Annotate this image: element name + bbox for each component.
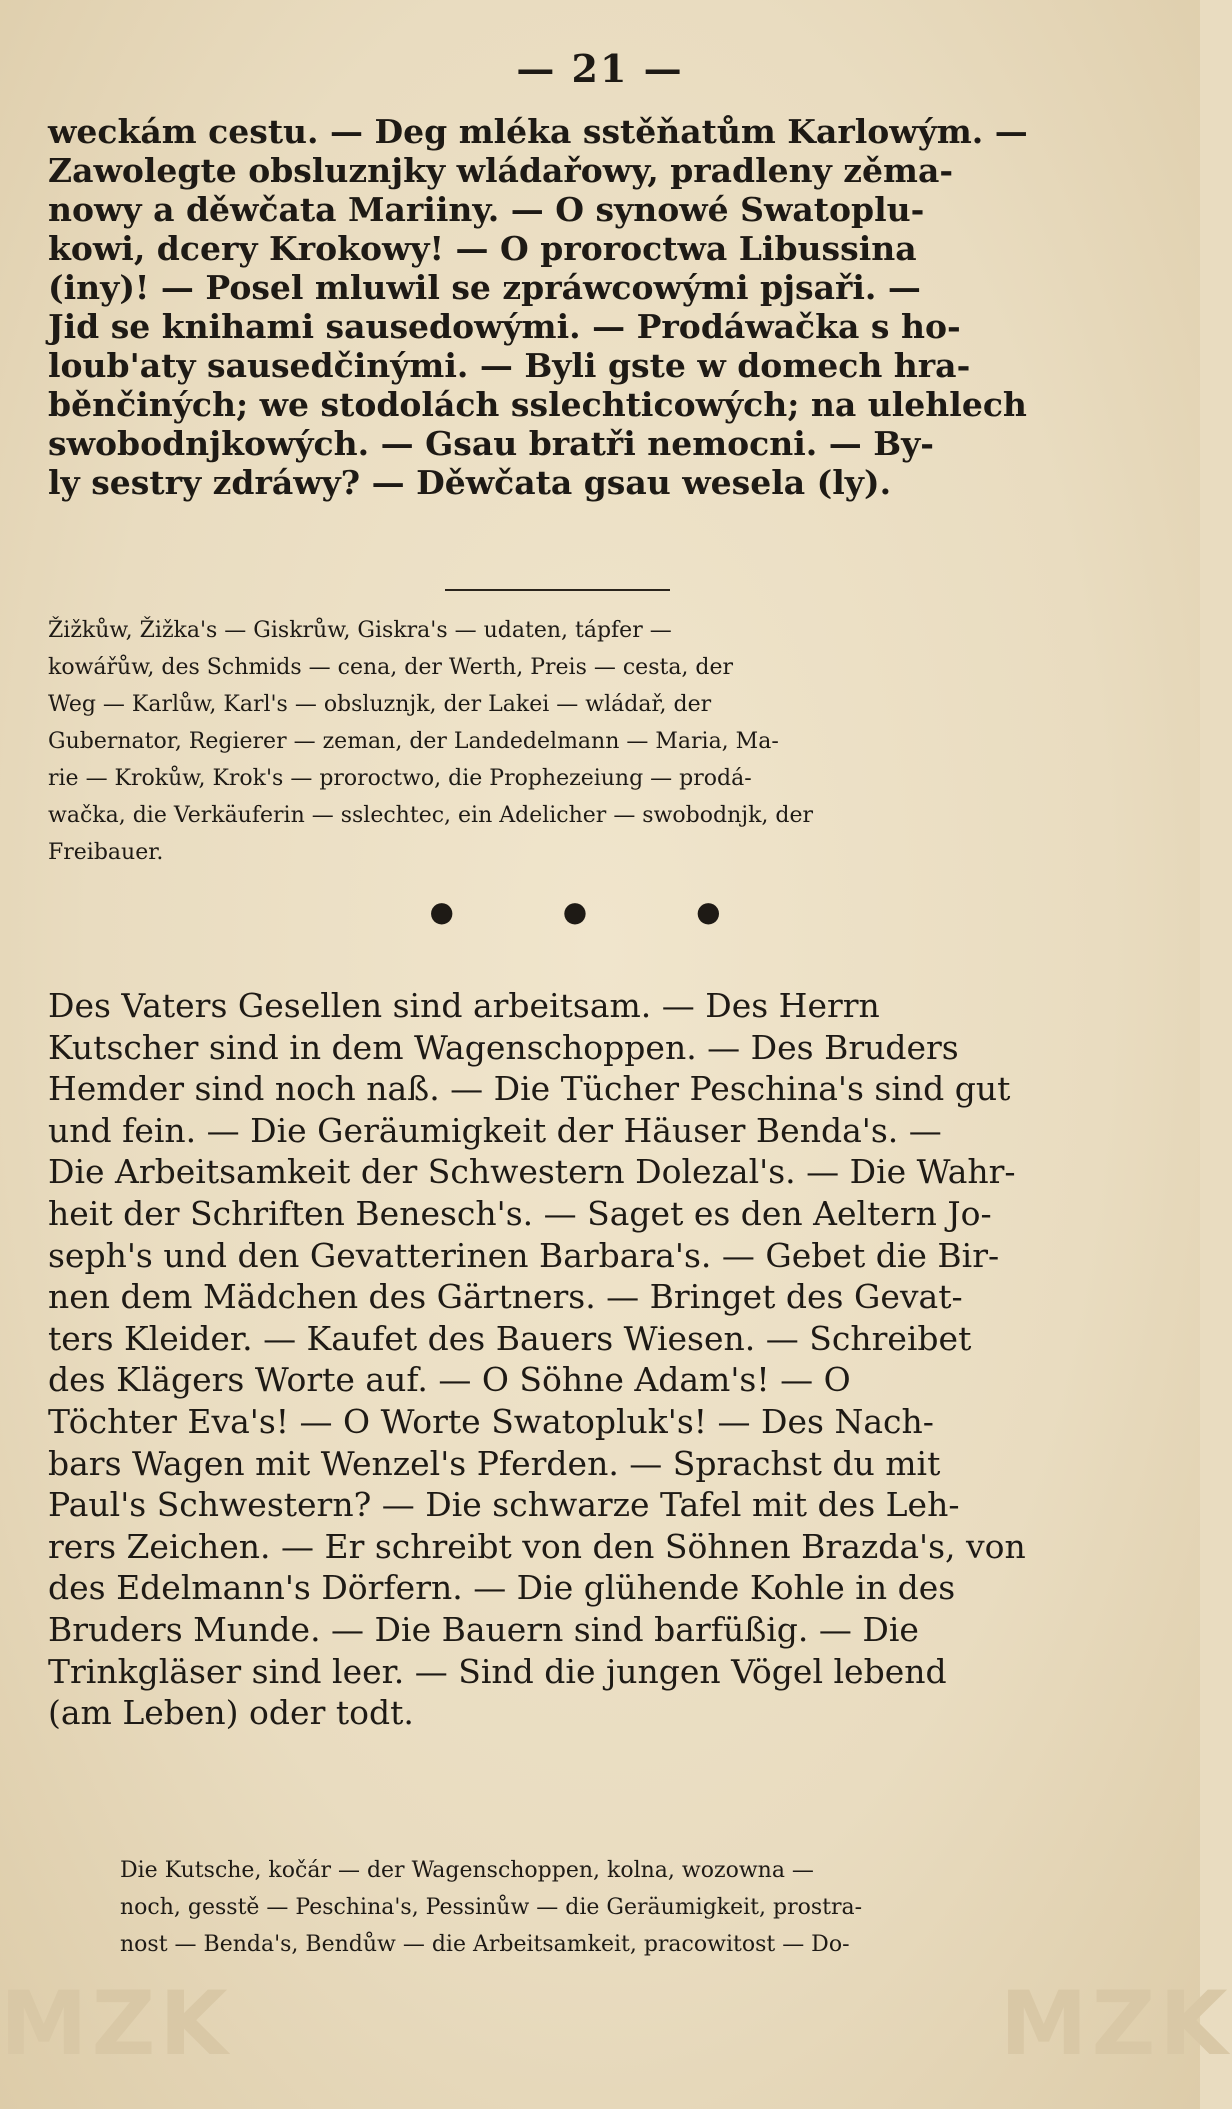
vocabulary-block-2 — [120, 1852, 1090, 1963]
text-line: seph's und den Gevatterinen Barbara's. — Gebet die Bir- — [48, 1235, 1000, 1275]
vocab-line: Die Kutsche, kočár — der Wagenschoppen, kolna, wozowna — — [120, 1858, 814, 1883]
text-line: Trinkgläser sind leer. — Sind die jungen Vögel lebend — [48, 1651, 947, 1691]
vocabulary-block-1 — [48, 612, 1088, 871]
text-line: ters Kleider. — Kaufet des Bauers Wiesen. — Schreibet — [48, 1318, 972, 1358]
vocab-line: kowářůw, des Schmids — cena, der Werth, Preis — cesta, der — [48, 655, 734, 680]
german-exercise-block — [48, 985, 1088, 1734]
watermark-right: MZK — [1000, 1972, 1232, 2075]
text-line: Bruders Munde. — Die Bauern sind barfüßig. — Die — [48, 1609, 919, 1649]
text-line: ly sestry zdráwy? — Děwčata gsau wesela (ly). — [48, 463, 892, 502]
text-line: des Klägers Worte auf. — O Söhne Adam's! — O — [48, 1360, 851, 1400]
text-line: (am Leben) oder todt. — [48, 1693, 414, 1733]
text-line: nowy a děwčata Mariiny. — O synowé Swatoplu- — [48, 190, 925, 229]
section-divider — [445, 589, 670, 591]
vocab-line: nost — Benda's, Bendůw — die Arbeitsamkeit, pracowitost — Do- — [120, 1932, 850, 1957]
vocab-line: Gubernator, Regierer — zeman, der Landedelmann — Maria, Ma- — [48, 729, 779, 754]
vocab-line: Freibauer. — [48, 840, 164, 865]
text-line: bars Wagen mit Wenzel's Pferden. — Sprachst du mit — [48, 1443, 941, 1483]
vocab-line: noch, gesstě — Peschina's, Pessinůw — die Geräumigkeit, prostra- — [120, 1895, 863, 1920]
text-line: (iny)! — Posel mluwil se zpráwcowými pjsaři. — — [48, 268, 921, 307]
text-line: nen dem Mädchen des Gärtners. — Bringet des Gevat- — [48, 1277, 963, 1317]
text-line: Töchter Eva's! — O Worte Swatopluk's! — Des Nach- — [48, 1401, 934, 1441]
vocab-line: wačka, die Verkäuferin — sslechtec, ein Adelicher — swobodnjk, der — [48, 803, 814, 828]
text-line: kowi, dcery Krokowy! — O proroctwa Libussina — [48, 229, 917, 268]
text-line: Zawolegte obsluznjky wládařowy, pradleny zěma- — [48, 151, 954, 190]
text-line: Paul's Schwestern? — Die schwarze Tafel mit des Leh- — [48, 1485, 960, 1525]
vocab-line: rie — Krokůw, Krok's — proroctwo, die Prophezeiung — prodá- — [48, 766, 752, 791]
text-line: loub'aty sausedčinými. — Byli gste w domech hra- — [48, 346, 971, 385]
text-line: heit der Schriften Benesch's. — Saget es den Aeltern Jo- — [48, 1193, 992, 1233]
text-line: und fein. — Die Geräumigkeit der Häuser Benda's. — — [48, 1110, 942, 1150]
text-line: Hemder sind noch naß. — Die Tücher Peschina's sind gut — [48, 1069, 1011, 1109]
text-line: des Edelmann's Dörfern. — Die glühende Kohle in des — [48, 1568, 956, 1608]
page-number: — 21 — — [516, 46, 684, 91]
text-line: swobodnjkowých. — Gsau bratři nemocni. — By- — [48, 424, 934, 463]
text-line: weckám cestu. — Deg mléka sstěňatům Karlowým. — — [48, 112, 1028, 151]
watermark-left: MZK — [0, 1972, 232, 2075]
section-ornament: ● ● ● — [429, 895, 771, 928]
text-line: běnčiných; we stodolách sslechticowých; na ulehlech — [48, 385, 1027, 424]
text-line: Kutscher sind in dem Wagenschoppen. — Des Bruders — [48, 1027, 959, 1067]
text-line: Die Arbeitsamkeit der Schwestern Dolezal's. — Die Wahr- — [48, 1152, 1016, 1192]
vocab-line: Weg — Karlůw, Karl's — obsluznjk, der Lakei — wládař, der — [48, 692, 712, 717]
czech-exercise-block — [48, 112, 1088, 502]
vocab-line: Žižkůw, Žižka's — Giskrůw, Giskra's — udaten, tápfer — — [48, 618, 672, 643]
text-line: Des Vaters Gesellen sind arbeitsam. — Des Herrn — [48, 986, 880, 1025]
text-line: rers Zeichen. — Er schreibt von den Söhnen Brazda's, von — [48, 1526, 1026, 1566]
text-line: Jid se knihami sausedowými. — Prodáwačka s ho- — [48, 307, 961, 346]
